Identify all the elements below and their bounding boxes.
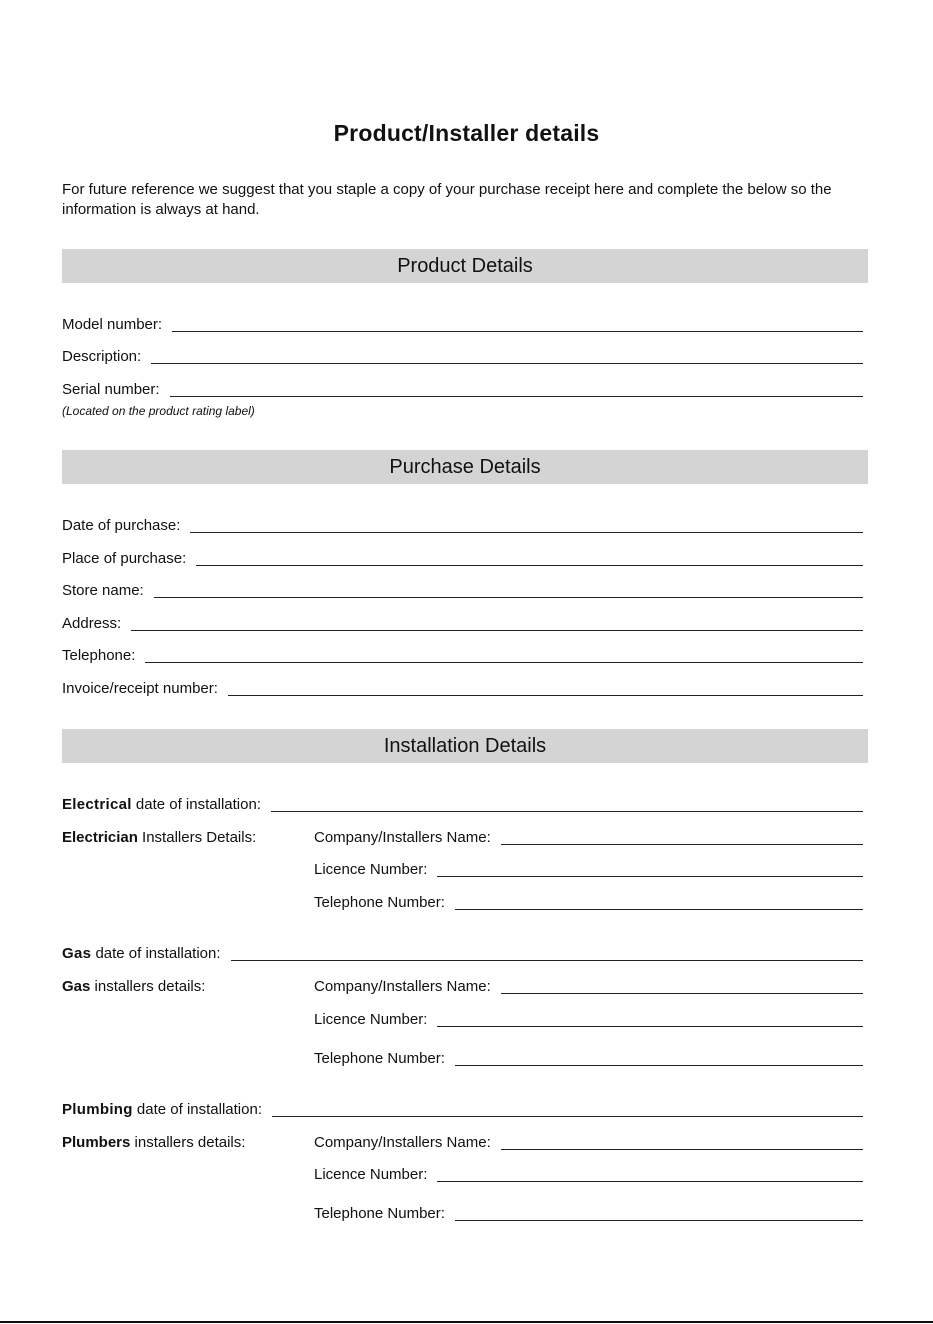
description-field[interactable] [151, 362, 863, 364]
plumbing-licence-label: Licence Number: [314, 1166, 428, 1183]
electrician-installers-label [62, 829, 256, 846]
model-number-label: Model number: [62, 316, 163, 333]
invoice-number-row [62, 677, 863, 697]
plumbing-telephone-row [314, 1202, 863, 1222]
purchase-details-heading: Purchase Details [62, 450, 868, 484]
electrical-date-row [62, 793, 863, 813]
serial-number-label: Serial number: [62, 381, 160, 398]
gas-company-row [314, 975, 863, 995]
plumbing-bold-label: Plumbing [62, 1101, 133, 1118]
gas-date-row [62, 942, 863, 962]
store-name-row [62, 579, 863, 599]
model-number-field[interactable] [172, 330, 863, 332]
gas-installers-label [62, 978, 205, 995]
plumbing-telephone-label: Telephone Number: [314, 1205, 445, 1222]
plumbing-licence-row [314, 1163, 863, 1183]
plumbing-company-label: Company/Installers Name: [314, 1134, 491, 1151]
electrician-installers-rest: Installers Details: [142, 829, 257, 846]
gas-bold-label: Gas [62, 945, 92, 962]
gas-licence-label: Licence Number: [314, 1011, 428, 1028]
plumbing-date-field[interactable] [272, 1115, 863, 1117]
serial-number-row [62, 378, 863, 398]
plumbers-installers-rest: installers details: [134, 1134, 246, 1151]
electrical-company-label: Company/Installers Name: [314, 829, 491, 846]
model-number-row [62, 313, 863, 333]
electrician-bold-label: Electrician [62, 829, 138, 846]
product-details-heading: Product Details [62, 249, 868, 283]
gas-licence-field[interactable] [437, 1025, 863, 1027]
telephone-row [62, 644, 863, 664]
plumbing-licence-field[interactable] [437, 1180, 863, 1182]
electrical-licence-label: Licence Number: [314, 861, 428, 878]
store-name-field[interactable] [154, 596, 863, 598]
serial-note: (Located on the product rating label) [62, 404, 255, 418]
page-bottom-rule [0, 1321, 933, 1323]
electrical-licence-row [314, 858, 863, 878]
description-row [62, 345, 863, 365]
place-of-purchase-label: Place of purchase: [62, 550, 187, 567]
gas-company-field[interactable] [501, 992, 863, 994]
plumbers-bold-label: Plumbers [62, 1134, 131, 1151]
plumbing-telephone-field[interactable] [455, 1219, 863, 1221]
gas-telephone-label: Telephone Number: [314, 1050, 445, 1067]
electrical-telephone-label: Telephone Number: [314, 894, 445, 911]
electrical-telephone-row [314, 891, 863, 911]
store-name-label: Store name: [62, 582, 144, 599]
gas-telephone-field[interactable] [455, 1064, 863, 1066]
gas-company-label: Company/Installers Name: [314, 978, 491, 995]
date-of-purchase-field[interactable] [190, 531, 863, 533]
date-of-purchase-row [62, 514, 863, 534]
gas-date-label: date of installation: [95, 945, 221, 962]
gas-telephone-row [314, 1047, 863, 1067]
telephone-label: Telephone: [62, 647, 136, 664]
plumbing-date-label: date of installation: [136, 1101, 262, 1118]
place-of-purchase-row [62, 547, 863, 567]
electrical-bold-label: Electrical [62, 796, 132, 813]
gas-installer-bold-label: Gas [62, 978, 91, 995]
intro-text: For future reference we suggest that you staple a copy of your purchase receipt here and complete the below so the information is always at hand. [62, 181, 832, 218]
electrical-licence-field[interactable] [437, 875, 863, 877]
plumbing-company-field[interactable] [501, 1148, 863, 1150]
plumbers-installers-label [62, 1134, 245, 1151]
address-row [62, 612, 863, 632]
plumbing-date-row [62, 1098, 863, 1118]
electrical-company-field[interactable] [501, 843, 863, 845]
gas-date-field[interactable] [231, 959, 863, 961]
place-of-purchase-field[interactable] [196, 564, 863, 566]
address-label: Address: [62, 615, 122, 632]
electrical-telephone-field[interactable] [455, 908, 863, 910]
gas-installers-rest: installers details: [94, 978, 206, 995]
address-field[interactable] [131, 629, 863, 631]
gas-licence-row [314, 1008, 863, 1028]
serial-number-field[interactable] [170, 395, 863, 397]
electrical-date-label: date of installation: [135, 796, 261, 813]
plumbing-company-row [314, 1131, 863, 1151]
date-of-purchase-label: Date of purchase: [62, 517, 181, 534]
installation-details-heading: Installation Details [62, 729, 868, 763]
description-label: Description: [62, 348, 142, 365]
invoice-number-field[interactable] [228, 694, 863, 696]
page-title: Product/Installer details [333, 120, 600, 146]
telephone-field[interactable] [145, 661, 863, 663]
invoice-number-label: Invoice/receipt number: [62, 680, 218, 697]
electrical-date-field[interactable] [271, 810, 863, 812]
electrical-company-row [314, 826, 863, 846]
